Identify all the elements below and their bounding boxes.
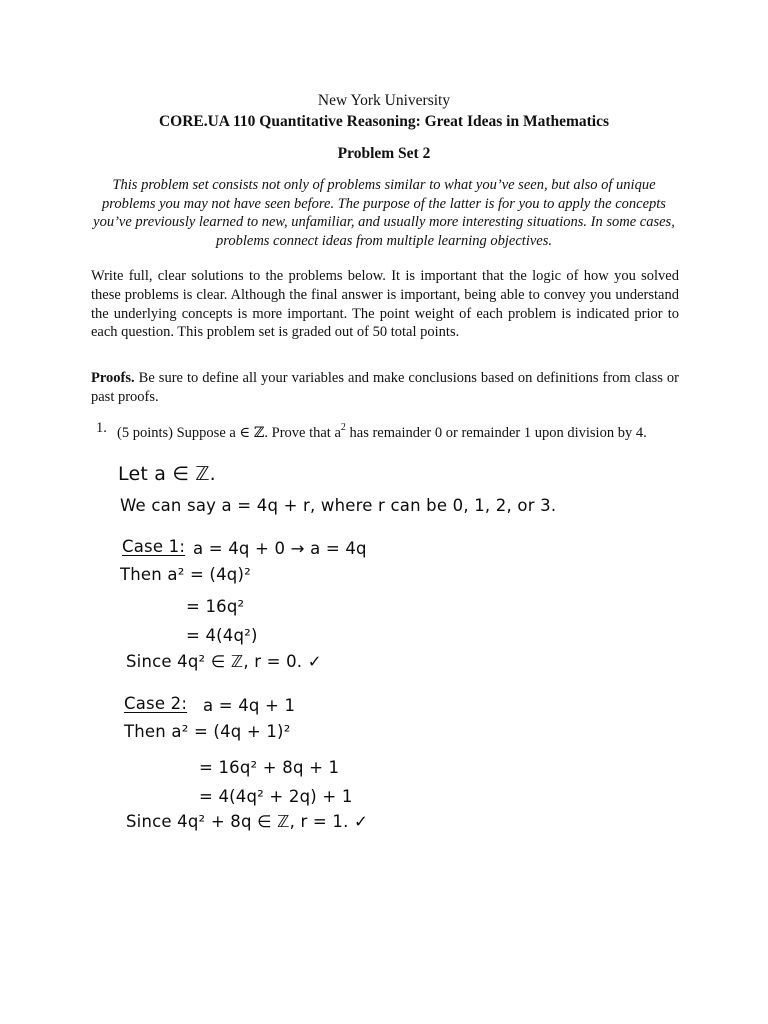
problem-statement: [117, 419, 679, 443]
hw-case2-step1: = 16q² + 8q + 1: [199, 758, 340, 777]
problem-set-title: Problem Set 2: [337, 145, 431, 162]
problem-superscript: 2: [340, 422, 346, 433]
hw-case1-since: Since 4q² ∈ ℤ, r = 0. ✓: [126, 652, 322, 671]
problem-number: 1.: [96, 420, 107, 436]
hw-case2-since: Since 4q² + 8q ∈ ℤ, r = 1. ✓: [126, 812, 369, 831]
problem-text-suffix: has remainder 0 or remainder 1 upon division by 4.: [345, 425, 647, 441]
hw-case1-step1: = 16q²: [186, 597, 245, 616]
hw-case2-eq: a = 4q + 1: [203, 696, 296, 715]
problem-text-prefix: (5 points) Suppose a ∈ ℤ. Prove that a: [117, 425, 341, 441]
hw-case1-label: Case 1:: [122, 537, 186, 556]
hw-we-can-say-line: We can say a = 4q + r, where r can be 0, 1, 2, or 3.: [120, 496, 557, 515]
hw-let-line: Let a ∈ ℤ.: [118, 463, 216, 485]
problem-1: [91, 419, 679, 443]
hw-case2-step2: = 4(4q² + 2q) + 1: [199, 787, 353, 806]
hw-case1-eq: a = 4q + 0 → a = 4q: [193, 539, 367, 558]
hw-case1-then: Then a² = (4q)²: [120, 565, 251, 584]
university-name: New York University: [317, 92, 451, 109]
hw-case1-step2: = 4(4q²): [186, 626, 258, 645]
course-title: CORE.UA 110 Quantitative Reasoning: Great Ideas in Mathematics: [158, 113, 610, 130]
hw-case2-label: Case 2:: [124, 694, 188, 713]
proofs-section: [91, 369, 679, 407]
hw-case2-then: Then a² = (4q + 1)²: [124, 722, 291, 741]
proofs-heading: Proofs.: [91, 370, 135, 386]
instructions-paragraph: Write full, clear solutions to the problems below. It is important that the logic of how you solved these problems is clear. Although the final answer is important, being able to convey you understand the underlying concepts is more important. The point weight of each problem is indicated prior to each question. This problem set is graded out of 50 total points.: [91, 268, 679, 341]
intro-paragraph: This problem set consists not only of problems similar to what you’ve seen, but also of unique problems you may not have seen before. The purpose of the latter is for you to apply the concepts you’ve previously learned to new, unfamiliar, and usually more interesting situations. In some cases, problems connect ideas from multiple learning objectives.: [93, 177, 675, 249]
proofs-text: Be sure to define all your variables and make conclusions based on definitions from class or past proofs.: [91, 370, 680, 405]
